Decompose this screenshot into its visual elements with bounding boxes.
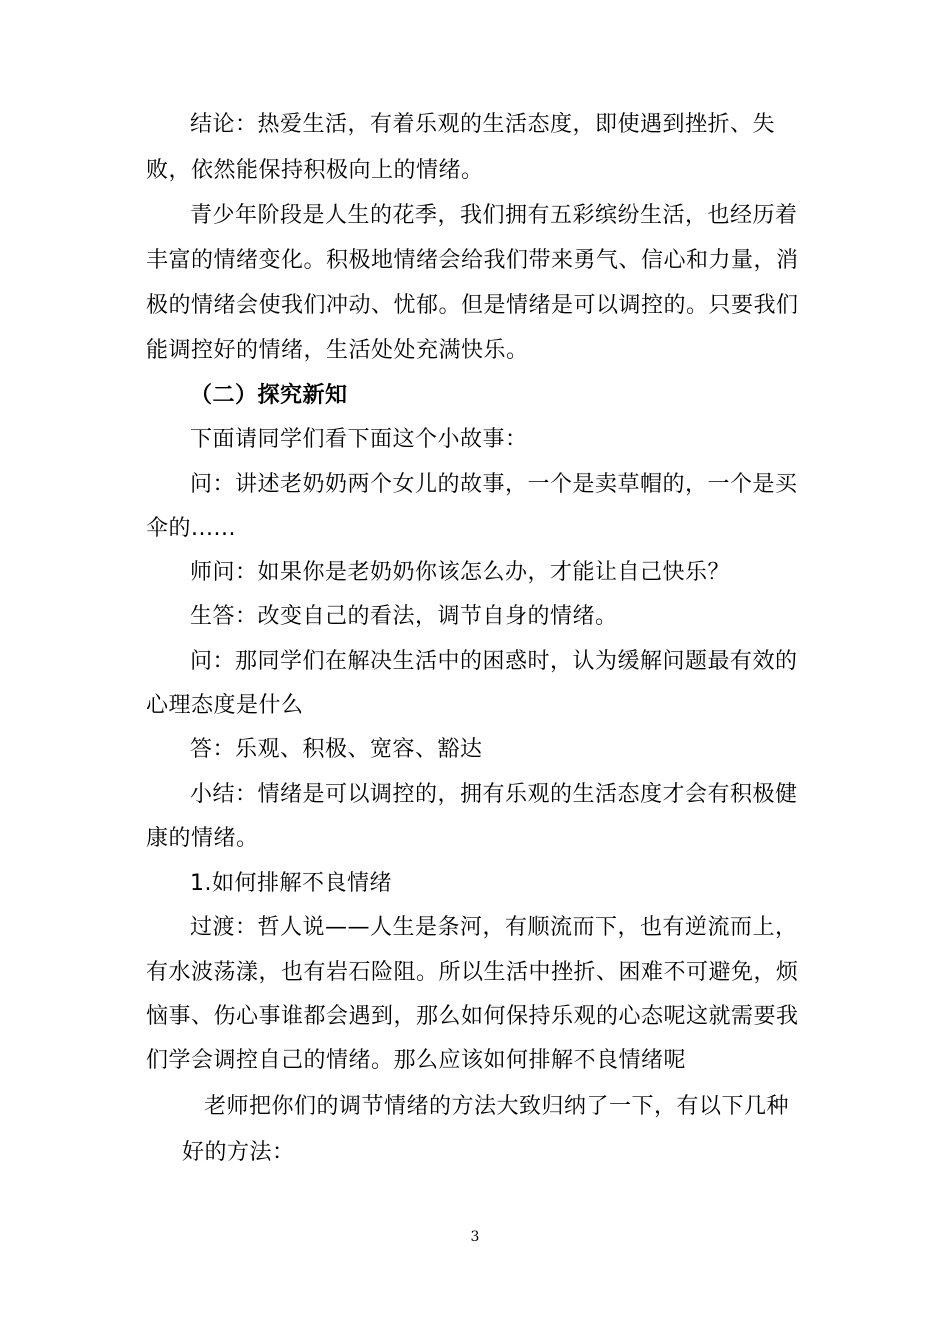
text-line: 恼事、伤心事谁都会遇到，那么如何保持乐观的心态呢这就需要我	[146, 1004, 799, 1029]
text-line: 康的情绪。	[146, 826, 259, 851]
subsection-heading: 1.如何排解不良情绪	[190, 871, 392, 896]
text-line: 伞的......	[146, 516, 236, 541]
text-line: 小结：情绪是可以调控的，拥有乐观的生活态度才会有积极健	[190, 782, 798, 807]
text-line: 下面请同学们看下面这个小故事：	[190, 427, 528, 452]
text-line: 们学会调控自己的情绪。那么应该如何排解不良情绪呢	[146, 1048, 687, 1073]
text-line: 心理态度是什么	[146, 693, 304, 718]
text-line: 极的情绪会使我们冲动、忧郁。但是情绪是可以调控的。只要我们	[146, 293, 799, 318]
text-line: 师问：如果你是老奶奶你该怎么办，才能让自己快乐？	[190, 560, 731, 585]
text-line: 老师把你们的调节情绪的方法大致归纳了一下，有以下几种	[204, 1094, 790, 1119]
text-line: 青少年阶段是人生的花季，我们拥有五彩缤纷生活，也经历着	[190, 203, 798, 228]
text-line: 能调控好的情绪，生活处处充满快乐。	[146, 338, 529, 363]
section-heading: （二）探究新知	[190, 383, 348, 408]
text-line: 问：讲述老奶奶两个女儿的故事，一个是卖草帽的，一个是买	[190, 472, 798, 497]
text-line: 丰富的情绪变化。积极地情绪会给我们带来勇气、信心和力量，消	[146, 248, 799, 273]
text-line: 败，依然能保持积极向上的情绪。	[146, 158, 484, 183]
page-number: 3	[470, 1229, 480, 1245]
text-line: 结论：热爱生活，有着乐观的生活态度，即使遇到挫折、失	[190, 112, 776, 137]
text-line: 好的方法：	[182, 1140, 295, 1165]
text-line: 生答：改变自己的看法，调节自身的情绪。	[190, 604, 618, 629]
text-line: 答：乐观、积极、宽容、豁达	[190, 737, 483, 762]
text-line: 过渡：哲人说——人生是条河，有顺流而下，也有逆流而上，	[190, 915, 798, 940]
text-line: 问：那同学们在解决生活中的困惑时，认为缓解问题最有效的	[190, 649, 798, 674]
text-line: 有水波荡漾，也有岩石险阻。所以生活中挫折、困难不可避免，烦	[146, 960, 799, 985]
